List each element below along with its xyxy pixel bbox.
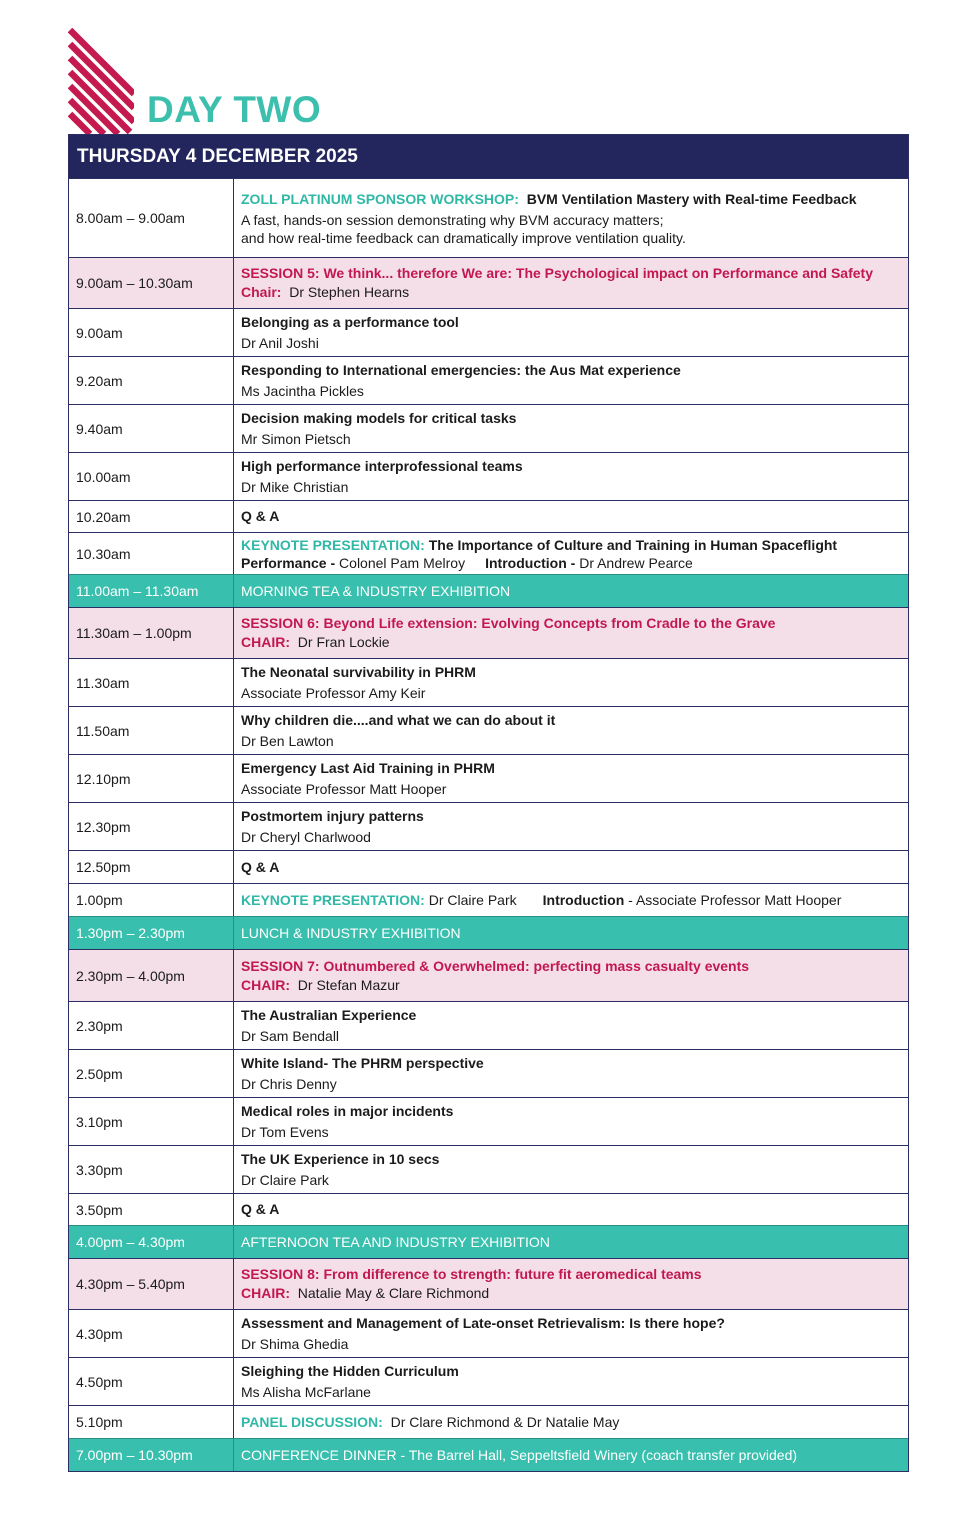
row-time: 12.30pm (69, 803, 234, 850)
dinner-label: CONFERENCE DINNER - The Barrel Hall, Seppeltsfield Winery (coach transfer provided) (241, 1446, 798, 1463)
row-time: 1.00pm (69, 884, 234, 916)
talk-title: Postmortem injury patterns (241, 808, 424, 824)
row-time: 9.20am (69, 357, 234, 404)
talk-row (69, 356, 908, 404)
qa-row (69, 1193, 908, 1225)
talk-row (69, 1357, 908, 1405)
talk-row (69, 754, 908, 802)
row-time: 2.50pm (69, 1050, 234, 1097)
talk-title: Responding to International emergencies: the Aus Mat experience (241, 362, 681, 378)
row-time: 8.00am – 9.00am (69, 179, 234, 257)
qa-label: Q & A (241, 1201, 280, 1217)
talk-title: Decision making models for critical tasks (241, 410, 517, 426)
intro-label: Introduction - (485, 554, 576, 571)
row-time: 5.10pm (69, 1406, 234, 1438)
session-6-row (69, 607, 908, 658)
talk-speaker: Dr Shima Ghedia (241, 1336, 349, 1352)
chair-label: CHAIR: (241, 634, 290, 650)
row-time: 3.30pm (69, 1146, 234, 1193)
row-time: 4.30pm (69, 1310, 234, 1357)
performance-label: Performance - (241, 554, 336, 571)
row-time: 4.50pm (69, 1358, 234, 1405)
row-time: 3.10pm (69, 1098, 234, 1145)
talk-row (69, 802, 908, 850)
qa-label: Q & A (241, 508, 280, 524)
chair-name: Natalie May & Clare Richmond (297, 1285, 490, 1301)
row-time: 4.30pm – 5.40pm (69, 1259, 234, 1309)
talk-title: Assessment and Management of Late-onset Retrievalism: Is there hope? (241, 1315, 725, 1331)
keynote-title: The Importance of Culture and Training in Human Spaceflight (428, 536, 838, 553)
panel-speakers: Dr Clare Richmond & Dr Natalie May (390, 1413, 620, 1430)
dinner-row (69, 1438, 908, 1471)
chair-label: CHAIR: (241, 976, 290, 993)
day-title: DAY TWO (147, 89, 322, 130)
chair-label: Chair: (241, 284, 282, 300)
session-8-row (69, 1258, 908, 1309)
talk-title: The UK Experience in 10 secs (241, 1151, 440, 1167)
row-time: 3.50pm (69, 1194, 234, 1225)
talk-row (69, 308, 908, 356)
talk-row (69, 1145, 908, 1193)
row-time: 2.30pm – 4.00pm (69, 950, 234, 1001)
talk-title: Why children die....and what we can do about it (241, 712, 556, 728)
keynote-label: KEYNOTE PRESENTATION: (241, 536, 425, 553)
session-title: SESSION 6: Beyond Life extension: Evolving Concepts from Cradle to the Grave (241, 615, 776, 631)
stripes-logo (68, 28, 134, 134)
session-title: SESSION 8: From difference to strength: future fit aeromedical teams (241, 1266, 702, 1282)
session-5-row (69, 257, 908, 308)
keynote-speaker: Dr Claire Park (428, 891, 517, 908)
break-row (69, 916, 908, 949)
break-row (69, 574, 908, 607)
row-time: 10.20am (69, 501, 234, 532)
talk-speaker: Dr Chris Denny (241, 1076, 337, 1092)
talk-row (69, 404, 908, 452)
talk-speaker: Dr Ben Lawton (241, 733, 334, 749)
talk-speaker: Associate Professor Matt Hooper (241, 781, 447, 797)
row-time: 11.00am – 11.30am (69, 575, 234, 607)
workshop-desc-2: and how real-time feedback can dramatically improve ventilation quality. (241, 229, 686, 246)
row-time: 11.30am – 1.00pm (69, 608, 234, 658)
workshop-title: BVM Ventilation Mastery with Real-time Feedback (526, 190, 857, 207)
talk-speaker: Dr Anil Joshi (241, 335, 319, 351)
qa-row (69, 850, 908, 883)
row-time: 10.30am (69, 533, 234, 574)
row-time: 9.00am – 10.30am (69, 258, 234, 308)
row-time: 1.30pm – 2.30pm (69, 917, 234, 949)
chair-name: Dr Stefan Mazur (297, 976, 400, 993)
row-time: 7.00pm – 10.30pm (69, 1439, 234, 1471)
talk-title: Belonging as a performance tool (241, 314, 459, 330)
zoll-workshop-row (69, 178, 908, 257)
talk-speaker: Mr Simon Pietsch (241, 431, 351, 447)
talk-row (69, 706, 908, 754)
panel-label: PANEL DISCUSSION: (241, 1413, 383, 1430)
talk-title: White Island- The PHRM perspective (241, 1055, 484, 1071)
row-time: 11.50am (69, 707, 234, 754)
session-7-row (69, 949, 908, 1001)
keynote-row (69, 532, 908, 574)
schedule-table (68, 134, 909, 1472)
intro-name: Dr Andrew Pearce (579, 554, 693, 571)
break-label: MORNING TEA & INDUSTRY EXHIBITION (241, 582, 511, 599)
panel-row (69, 1405, 908, 1438)
row-time: 12.10pm (69, 755, 234, 802)
talk-title: High performance interprofessional teams (241, 458, 523, 474)
row-time: 9.40am (69, 405, 234, 452)
intro-name: - Associate Professor Matt Hooper (628, 891, 842, 908)
session-title: SESSION 7: Outnumbered & Overwhelmed: perfecting mass casualty events (241, 957, 750, 974)
talk-speaker: Ms Alisha McFarlane (241, 1384, 371, 1400)
talk-row (69, 452, 908, 500)
row-time: 11.30am (69, 659, 234, 706)
talk-title: Medical roles in major incidents (241, 1103, 454, 1119)
row-time: 4.00pm – 4.30pm (69, 1226, 234, 1258)
break-row (69, 1225, 908, 1258)
row-time: 9.00am (69, 309, 234, 356)
session-title: SESSION 5: We think... therefore We are: The Psychological impact on Performance and Safety (241, 265, 873, 281)
chair-label: CHAIR: (241, 1285, 290, 1301)
chair-name: Dr Fran Lockie (297, 634, 390, 650)
talk-row (69, 1097, 908, 1145)
workshop-desc-1: A fast, hands-on session demonstrating why BVM accuracy matters; (241, 211, 664, 228)
talk-speaker: Dr Claire Park (241, 1172, 329, 1188)
break-label: AFTERNOON TEA AND INDUSTRY EXHIBITION (241, 1233, 550, 1250)
keynote-label: KEYNOTE PRESENTATION: (241, 891, 425, 908)
talk-row (69, 658, 908, 706)
row-time: 10.00am (69, 453, 234, 500)
talk-speaker: Dr Cheryl Charlwood (241, 829, 371, 845)
chair-name: Dr Stephen Hearns (289, 284, 410, 300)
talk-title: The Australian Experience (241, 1007, 417, 1023)
qa-label: Q & A (241, 858, 280, 875)
talk-title: Emergency Last Aid Training in PHRM (241, 760, 495, 776)
talk-row (69, 1049, 908, 1097)
talk-speaker: Dr Tom Evens (241, 1124, 329, 1140)
talk-speaker: Dr Mike Christian (241, 479, 349, 495)
qa-row (69, 500, 908, 532)
sponsor-label: ZOLL PLATINUM SPONSOR WORKSHOP: (241, 190, 519, 207)
talk-speaker: Dr Sam Bendall (241, 1028, 340, 1044)
talk-row (69, 1309, 908, 1357)
keynote-row (69, 883, 908, 916)
talk-title: The Neonatal survivability in PHRM (241, 664, 476, 680)
intro-label: Introduction (542, 891, 625, 908)
row-time: 12.50pm (69, 851, 234, 883)
date-header: THURSDAY 4 DECEMBER 2025 (69, 135, 908, 178)
row-time: 2.30pm (69, 1002, 234, 1049)
talk-title: Sleighing the Hidden Curriculum (241, 1363, 459, 1379)
presenter-name: Colonel Pam Melroy (339, 554, 466, 571)
break-label: LUNCH & INDUSTRY EXHIBITION (241, 924, 461, 941)
talk-row (69, 1001, 908, 1049)
talk-speaker: Ms Jacintha Pickles (241, 383, 364, 399)
talk-speaker: Associate Professor Amy Keir (241, 685, 426, 701)
